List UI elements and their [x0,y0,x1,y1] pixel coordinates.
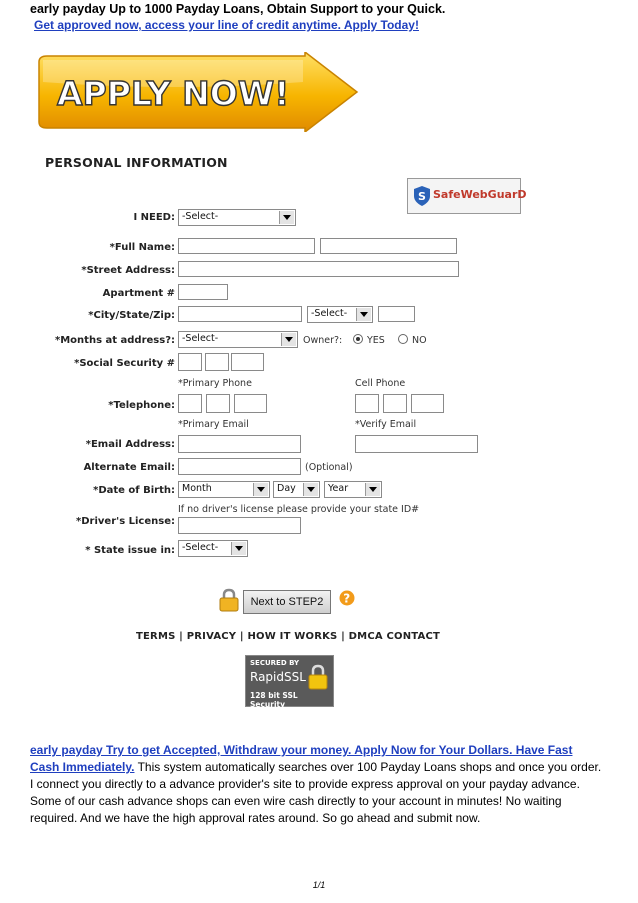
cell-phone-label: Cell Phone [355,378,406,389]
ssn-part2-input[interactable] [205,353,229,371]
apply-now-text: APPLY NOW! [57,74,290,113]
alt-email-input[interactable] [178,458,301,475]
dob-year-select[interactable] [324,481,382,498]
label-state-issue: * State issue in: [85,545,175,556]
ssl-line1: SECURED BY [250,659,300,667]
owner-no-radio[interactable] [398,334,408,344]
chevron-down-icon [253,483,268,496]
state-select[interactable] [307,306,373,323]
label-ssn: *Social Security # [74,358,175,369]
help-icon[interactable] [339,590,355,606]
padlock-icon [308,664,328,690]
email-input[interactable] [178,435,301,453]
i-need-value: -Select- [182,211,219,222]
dob-month-value: Month [182,483,212,494]
label-i-need: I NEED: [133,212,175,223]
page-title: early payday Up to 1000 Payday Loans, Obtain Support to your Quick. [30,2,446,16]
verify-email-input[interactable] [355,435,478,453]
verify-email-label: *Verify Email [355,419,417,430]
owner-label: Owner?: [303,335,343,346]
ssl-line2: RapidSSL [250,670,306,684]
personal-info-form [45,150,565,710]
next-step2-button[interactable]: Next to STEP2 [243,590,331,614]
chevron-down-icon [356,308,371,321]
chevron-down-icon [231,542,246,555]
apply-now-banner[interactable] [35,52,360,132]
phone-line-input[interactable] [234,394,267,413]
badge-text: SafeWebGuarD [433,188,527,201]
ssn-part3-input[interactable] [231,353,264,371]
first-name-input[interactable] [178,238,315,254]
body-paragraph [30,742,605,827]
svg-text:?: ? [343,591,351,606]
label-email: *Email Address: [85,439,175,450]
last-name-input[interactable] [320,238,457,254]
chevron-down-icon [365,483,380,496]
label-dob: *Date of Birth: [93,485,175,496]
street-input[interactable] [178,261,459,277]
owner-no-label: NO [412,335,427,346]
chevron-down-icon [279,211,294,224]
apartment-input[interactable] [178,284,228,300]
license-input[interactable] [178,517,301,534]
phone-prefix-input[interactable] [206,394,230,413]
label-months: *Months at address?: [55,335,175,346]
page-number: 1/1 [312,880,326,890]
phone-area-input[interactable] [178,394,202,413]
state-value: -Select- [311,308,348,319]
chevron-down-icon [281,333,296,346]
owner-yes-radio[interactable] [353,334,363,344]
months-value: -Select- [182,333,219,344]
svg-text:S: S [418,190,426,203]
label-street: *Street Address: [81,265,175,276]
dob-day-value: Day [277,483,296,494]
cell-area-input[interactable] [355,394,379,413]
months-select[interactable] [178,331,298,348]
cell-line-input[interactable] [411,394,444,413]
dob-month-select[interactable] [178,481,270,498]
rapidssl-badge [245,655,334,707]
section-title: PERSONAL INFORMATION [45,155,228,170]
i-need-select[interactable] [178,209,296,226]
chevron-down-icon [303,483,318,496]
cell-prefix-input[interactable] [383,394,407,413]
state-issue-select[interactable] [178,540,248,557]
label-full-name: *Full Name: [109,242,175,253]
label-telephone: *Telephone: [108,400,175,411]
lock-icon [219,588,239,612]
city-input[interactable] [178,306,302,322]
dob-day-select[interactable] [273,481,320,498]
state-issue-value: -Select- [182,542,219,553]
label-apartment: Apartment # [102,288,175,299]
label-alt-email: Alternate Email: [83,462,175,473]
dob-year-value: Year [328,483,349,494]
primary-email-label: *Primary Email [178,419,249,430]
ssl-line3: 128 bit SSL Security [250,691,298,709]
zip-input[interactable] [378,306,415,322]
license-note: If no driver's license please provide your state ID# [178,504,420,515]
safewebguard-badge [407,178,527,214]
owner-yes-label: YES [367,335,385,346]
apply-today-link[interactable]: Get approved now, access your line of credit anytime. Apply Today! [34,18,419,32]
shield-s-icon [414,186,430,206]
label-license: *Driver's License: [76,516,175,527]
label-city-state-zip: *City/State/Zip: [88,310,175,321]
body-text: This system automatically searches over 100 Payday Loans shops and once you order. I connect you directly to a advance provider's site to provide express approval on your payday advance. Some of our cash advance shops can even wire cash directly to your account in minutes! No waiting required. And we have the high approval rates around. So go ahead and submit now. [30,760,602,825]
body-link[interactable]: early payday Try to get Accepted, Withdraw your money. Apply Now for Your Dollars. Have Fast Cash Immediately. [30,743,573,774]
footer-links[interactable]: TERMS | PRIVACY | HOW IT WORKS | DMCA CONTACT [136,631,441,642]
primary-phone-label: *Primary Phone [178,378,252,389]
ssn-part1-input[interactable] [178,353,202,371]
optional-label: (Optional) [305,462,353,473]
